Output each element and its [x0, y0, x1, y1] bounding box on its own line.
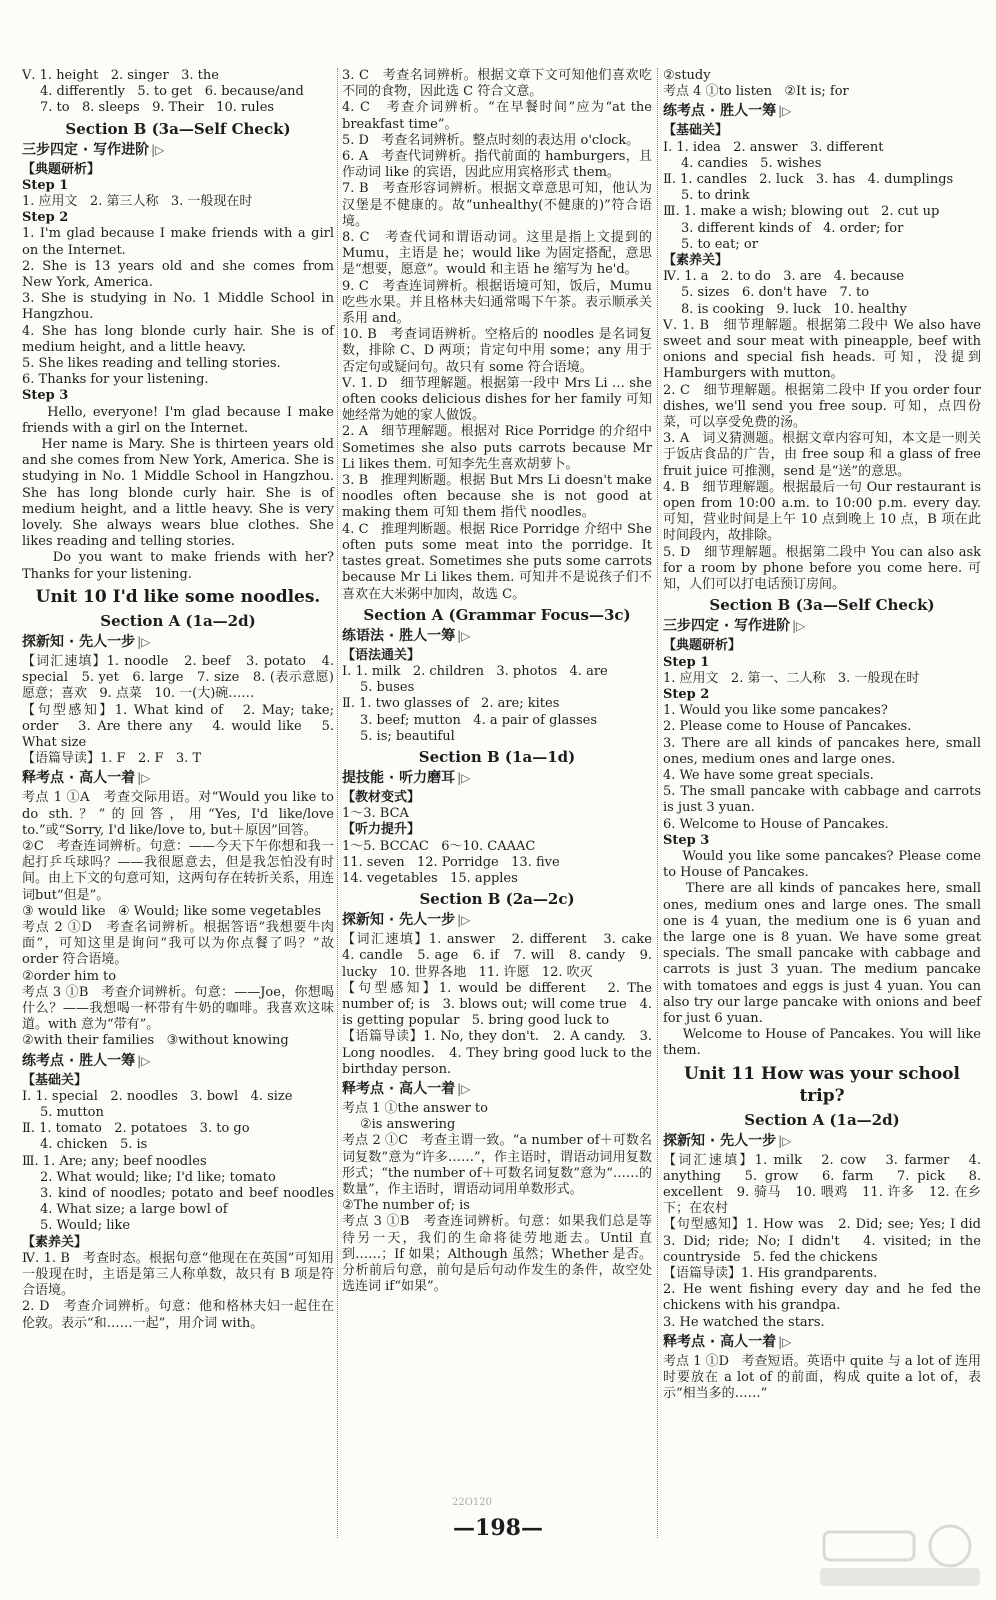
text-line: Ⅱ. 1. two glasses of 2. are; kites [342, 696, 560, 712]
text-line: Ⅳ. 1. a 2. to do 3. are 4. because [663, 269, 905, 285]
arrow-icon: |▷ [778, 1334, 792, 1349]
section-banner [342, 911, 652, 930]
section-banner [22, 141, 334, 160]
section-heading: Section A (Grammar Focus—3c) [363, 605, 631, 624]
text-line: 考点 2 ①C 考查主谓一致。“a number of＋可数名词复数”意为“许多……”，作主语时，谓语动词用复数形式；“the number of＋可数名词复数”意为“……的数量”，作主语时，谓语动词用单数形式。 [342, 1133, 652, 1197]
banner-label: 三步四定 · 写作进阶 [663, 618, 791, 635]
text-line: Ⅴ. 1. B 细节理解题。根据第二段中 We also have sweet and sour meat with pineapple, beef with onions and special fish heads. 可知，没提到 Hamburgers with mutton。 [663, 317, 986, 382]
text-line: 3. He watched the stars. [663, 1314, 825, 1330]
text-line: 11. seven 12. Porridge 13. five [342, 854, 560, 870]
section-heading: Section B (3a—Self Check) [709, 596, 935, 615]
text-line: Ⅲ. 1. make a wish; blowing out 2. cut up [663, 204, 940, 220]
text-line: 4. B 细节理解题。根据最后一句 Our restaurant is open from 10:00 a.m. to 10:00 p.m. every day. 可知，营业时间是上午 10 点到晚上 10 点，B 项在此时间段内，故排除。 [663, 479, 986, 544]
arrow-icon: |▷ [151, 142, 165, 157]
banner-label: 探新知 · 先人一步 [22, 633, 136, 650]
print-code: 22O120 [452, 1497, 493, 1508]
arrow-icon: |▷ [792, 619, 806, 634]
section-heading: Section A (1a—2d) [744, 1110, 900, 1129]
text-line: 14. vegetables 15. apples [342, 870, 518, 886]
text-line: 【基础关】 [663, 123, 729, 139]
text-line: 考点 2 ①D 考查名词辨析。根据答语“我想要牛肉面”，可知这里是询问“我可以为你点餐了吗？”故 order 符合语境。 [22, 919, 339, 968]
section-banner [342, 627, 652, 646]
text-line: 考点 1 ①the answer to [342, 1100, 488, 1116]
text-line: 【词汇速填】1. milk 2. cow 3. farmer 4. anything 5. grow 6. farm 7. pick 8. excellent 9. 骑马 10. 喂鸡 11. 许多 12. 在乡下；在农村 [663, 1152, 986, 1217]
section-heading: Section B (2a—2c) [419, 890, 575, 909]
section-heading: Section B (1a—1d) [418, 747, 576, 766]
text-line: Ⅱ. 1. tomato 2. potatoes 3. to go [22, 1121, 250, 1137]
text-line: Would you like some pancakes? Please come to House of Pancakes. [663, 848, 986, 881]
text-line: 3. beef; mutton 4. a pair of glasses [360, 712, 598, 728]
text-line: Step 1 [22, 177, 69, 193]
text-line: 考点 1 ①D 考查短语。英语中 quite 与 a lot of 连用时要放在 a lot of 的前面，构成 quite a lot of，表示“相当多的……” [663, 1353, 981, 1402]
text-line: ②The number of; is [342, 1198, 470, 1214]
text-line: Step 3 [22, 388, 69, 404]
section-banner [22, 1052, 334, 1071]
text-line: ③ would like ④ Would; like some vegetables [22, 903, 322, 919]
text-line: 5. The small pancake with cabbage and carrots is just 3 yuan. [663, 784, 986, 816]
text-line: 【素养关】 [663, 253, 729, 269]
text-line: 10. B 考查词语辨析。空格后的 noodles 是名词复数，排除 C、D 两项；肯定句中用 some；any 用于否定句或疑问句。故只有 some 符合语境。 [342, 327, 652, 375]
text-line: 【句型感知】1. What kind of 2. May; take; order 3. Are there any 4. would like 5. What size [22, 702, 339, 750]
text-line: There are all kinds of pancakes here, small ones, medium ones and large ones. The small one is 4 yuan, the medium one is 6 yuan and the large one is 8 yuan. We have some great specials. The small pancake with cabbage and carrots is just 3 yuan. The medium pancake with tomatoes and eggs is just 4 yuan. You can also try our large pancake with onions and beef for just 6 yuan. [663, 881, 986, 1026]
text-line: 5. to drink [681, 188, 750, 204]
text-line: 3. B 推理判断题。根据 But Mrs Li doesn't make noodles often because she is not good at making them 可知 them 指代 noodles。 [342, 473, 657, 521]
text-line: 2. What would; like; I'd like; tomato [40, 1169, 276, 1185]
text-line: 1. 应用文 2. 第三人称 3. 一般现在时 [22, 194, 253, 210]
banner-label: 释考点 · 高人一着 [663, 1333, 777, 1350]
text-line: 5. Would; like [40, 1218, 131, 1234]
section-banner [22, 769, 334, 788]
text-line: 【词汇速填】1. noodle 2. beef 3. potato 4. special 5. yet 6. large 7. size 8. (表示意愿)愿意；喜欢 9. 点菜 10. 一(大)碗…… [22, 653, 339, 702]
banner-label: 练考点 · 胜人一筹 [663, 103, 777, 120]
text-line: 2. He went fishing every day and he fed the chickens with his grandpa. [663, 1282, 986, 1314]
text-line: Step 2 [663, 686, 710, 702]
text-line: Ⅴ. 1. D 细节理解题。根据第一段中 Mrs Li … she often cooks delicious dishes for her family 可知她经常为她的家人做饭。 [342, 375, 657, 424]
unit-heading: Unit 11 How was your school trip? [684, 1063, 960, 1106]
text-line: Step 3 [663, 832, 710, 848]
banner-label: 三步四定 · 写作进阶 [22, 141, 150, 158]
text-line: ②is answering [360, 1117, 456, 1133]
text-line: 7. B 考查形容词辨析。根据文章意思可知，他认为汉堡是不健康的。故“unhealthy(不健康的)”符合语境。 [342, 181, 652, 229]
text-line: 2. She is 13 years old and she comes from New York, America. [22, 258, 339, 291]
section-banner [663, 617, 981, 636]
text-line: 2. Please come to House of Pancakes. [663, 719, 912, 735]
text-line: 1. I'm glad because I make friends with a girl on the Internet. [22, 226, 339, 258]
text-line: 5. D 细节理解题。根据第二段中 You can also ask for a room by phone before you come here. 可知，人们可以打电话预订房间。 [663, 544, 986, 593]
text-line: Hello, everyone! I'm glad because I make friends with a girl on the Internet. [22, 404, 339, 436]
arrow-icon: |▷ [137, 1053, 151, 1068]
page-number: —198— [453, 1515, 543, 1541]
text-line: 4. We have some great specials. [663, 767, 874, 783]
text-line: 【听力提升】 [342, 822, 421, 838]
text-line: 9. C 考查连词辨析。根据语境可知，饭后，Mumu 吃些水果。并且格林夫妇通常喝下午茶。表示顺承关系用 and。 [342, 278, 657, 327]
text-line: Ⅲ. 1. Are; any; beef noodles [22, 1153, 207, 1169]
text-line: 【语法通关】 [342, 647, 421, 663]
text-line: 3. different kinds of 4. order; for [681, 220, 904, 236]
arrow-icon: |▷ [137, 634, 151, 649]
text-line: ②with their families ③without knowing [22, 1033, 289, 1049]
text-line: 7. to 8. sleeps 9. Their 10. rules [40, 100, 275, 116]
text-line: 考点 3 ①B 考查连词辨析。句意：如果我们总是等待另一天，我们的生命将徒劳地逝去。Until 直到……；If 如果；Although 虽然；Whether 是否。分析前后句意，前句是后句动作发生的条件，故空处选连词 if“如果”。 [342, 1214, 652, 1295]
text-line: 【典题研析】 [22, 161, 101, 177]
text-line: 2. A 细节理解题。根据对 Rice Porridge 的介绍中 Sometimes she also puts carrots because Mr Li likes them. 可知李先生喜欢胡萝卜。 [342, 424, 657, 472]
column-right [663, 68, 994, 1402]
text-line: 6. Welcome to House of Pancakes. [663, 816, 889, 832]
banner-label: 练考点 · 胜人一筹 [22, 1052, 136, 1069]
text-line: 2. C 细节理解题。根据第二段中 If you order four dishes, we'll send you free soup. 可知，点四份菜，可以享受免费的汤。 [663, 382, 986, 431]
text-line: 【语篇导读】1. No, they don't. 2. A candy. 3. Long noodles. 4. They bring good luck to the birthday person. [342, 1029, 657, 1077]
arrow-icon: |▷ [457, 628, 471, 643]
banner-label: 释考点 · 高人一着 [342, 1080, 456, 1097]
column-left [22, 68, 347, 1332]
text-line: 【句型感知】1. would be different 2. The number of; is 3. blows out; will come true 4. is getting popular 5. bring good luck to [342, 980, 657, 1029]
text-line: ②C 考查连词辨析。句意：——今天下午你想和我一起打乒乓球吗？——我很愿意去，但是我怎怕没有时间。由上下文的句意可知，这两句存在转折关系，用连词but“但是”。 [22, 838, 335, 903]
text-line: 5. mutton [40, 1104, 104, 1120]
text-line: 1. Would you like some pancakes? [663, 703, 888, 719]
arrow-icon: |▷ [137, 771, 151, 786]
arrow-icon: |▷ [778, 104, 792, 119]
text-line: 考点 3 ①B 考查介词辨析。句意：——Joe，你想喝什么？——我想喝一杯带有牛奶的咖啡。我喜欢这味道。with 意为“带有”。 [22, 984, 334, 1033]
text-line: 1～5. BCCAC 6～10. CAAAC [342, 838, 536, 854]
banner-label: 练语法 · 胜人一筹 [342, 627, 456, 644]
text-line: 6. A 考查代词辨析。指代前面的 hamburgers，且作动词 like 的宾语，因此应用宾格形式 them。 [342, 149, 652, 181]
text-line: 5. to eat; or [681, 236, 758, 252]
text-line: Ⅰ. 1. special 2. noodles 3. bowl 4. size [22, 1088, 293, 1104]
text-line: 【语篇导读】1. His grandparents. [663, 1266, 878, 1281]
text-line: 4. C 推理判断题。根据 Rice Porridge 介绍中 She often puts some meat into the porridge. It tastes great. Sometimes she puts some carrots because Mr Li likes them. 可知并不是说孩子们不喜欢在大米粥中加肉，故选 C。 [342, 521, 657, 602]
banner-label: 提技能 · 听力磨耳 [342, 769, 456, 786]
text-line: Ⅰ. 1. idea 2. answer 3. different [663, 139, 884, 155]
text-line: 1. 应用文 2. 第一、二人称 3. 一般现在时 [663, 670, 920, 686]
section-heading: Section B (3a—Self Check) [65, 119, 291, 138]
text-line: Do you want to make friends with her? Thanks for your listening. [22, 550, 339, 582]
text-line: ②order him to [22, 968, 117, 984]
text-line: 【典题研析】 [663, 638, 742, 654]
text-line: 1～3. BCA [342, 806, 409, 822]
arrow-icon: |▷ [457, 770, 471, 785]
arrow-icon: |▷ [778, 1133, 792, 1148]
text-line: Ⅱ. 1. candles 2. luck 3. has 4. dumplings [663, 172, 954, 188]
text-line: 4. chicken 5. is [40, 1137, 148, 1153]
text-line: 8. C 考查代词和谓语动词。这里是指上文提到的 Mumu，主语是 he；would like 为固定搭配，意思是“想要，愿意”。would 和主语 he 缩写为 he'd。 [342, 230, 657, 278]
text-line: 考点 1 ①A 考查交际用语。对“Would you like to do sth.？”的回答，用“Yes, I'd like/love to.”或“Sorry, I'd like/love to, but＋原因”回答。 [22, 790, 339, 838]
text-line: 3. kind of noodles; potato and beef noodles 4. What size; a large bowl of [40, 1185, 347, 1218]
text-line: 【基础关】 [22, 1072, 88, 1088]
text-line: 3. There are all kinds of pancakes here, small ones, medium ones and large ones. [663, 735, 986, 767]
text-line: 5. buses [360, 680, 415, 696]
section-banner [663, 1132, 981, 1151]
text-line: 6. Thanks for your listening. [22, 372, 209, 388]
section-banner [22, 633, 334, 652]
text-line: 【词汇速填】1. answer 2. different 3. cake 4. candle 5. age 6. if 7. will 8. candy 9. lucky 10. 世界各地 11. 许愿 12. 吹灭 [342, 932, 665, 980]
text-line: ②study [663, 68, 711, 83]
arrow-icon: |▷ [457, 1081, 471, 1096]
banner-label: 探新知 · 先人一步 [663, 1132, 777, 1149]
arrow-icon: |▷ [457, 913, 471, 928]
text-line: 考点 4 ①to listen ②It is; for [663, 84, 849, 100]
text-line: 2. D 考查介词辨析。句意：他和格林夫妇一起住在伦敦。表示“和……一起”，用介词 with。 [22, 1299, 334, 1331]
banner-label: 释考点 · 高人一着 [22, 770, 136, 787]
text-line: Ⅴ. 1. height 2. singer 3. the [22, 68, 219, 83]
unit-heading: Unit 10 I'd like some noodles. [35, 586, 321, 607]
text-line: 5. D 考查名词辨析。整点时刻的表达用 o'clock。 [342, 132, 640, 148]
text-line: Her name is Mary. She is thirteen years old and she comes from New York, America. She is studying in No. 1 Middle School in Hangzhou. She has long blonde curly hair. She is of medium height, and a little heavy. She is very lovely. She always wears blue clothes. She likes reading and telling stories. [22, 437, 339, 550]
text-line: 3. She is studying in No. 1 Middle School in Hangzhou. [22, 291, 339, 323]
text-line: Ⅰ. 1. milk 2. children 3. photos 4. are [342, 663, 608, 679]
text-line: 【句型感知】1. How was 2. Did; see; Yes; I did 3. Did; ride; No; I didn't 4. visited; in the countryside 5. fed the chickens [663, 1217, 994, 1265]
text-line: 5. sizes 6. don't have 7. to [681, 285, 870, 301]
text-line: 【语篇导读】1. F 2. F 3. T [22, 751, 202, 767]
text-line: 4. She has long blonde curly hair. She is of medium height, and a little heavy. [22, 323, 339, 355]
text-line: 4. candies 5. wishes [681, 155, 822, 171]
text-line: 5. is; beautiful [360, 728, 455, 744]
text-line: 【素养关】 [22, 1234, 88, 1250]
section-banner [342, 769, 652, 788]
column-middle [342, 68, 665, 1295]
section-banner [342, 1080, 652, 1099]
banner-label: 探新知 · 先人一步 [342, 912, 456, 929]
text-line: 3. A 词义猜测题。根据文章内容可知，本文是一则关于饭店食品的广告，由 free soup 和 a glass of free fruit juice 可推测，send 是“送”的意思。 [663, 431, 986, 479]
section-banner [663, 102, 981, 121]
section-heading: Section A (1a—2d) [100, 611, 256, 630]
text-line: Step 2 [22, 210, 69, 226]
section-banner [663, 1333, 981, 1352]
text-line: 4. differently 5. to get 6. because/and [40, 84, 304, 100]
watermark-logo [810, 1520, 986, 1592]
text-line: 8. is cooking 9. luck 10. healthy [681, 301, 907, 317]
text-line: 5. She likes reading and telling stories. [22, 356, 281, 372]
text-line: 【教材变式】 [342, 789, 421, 805]
column-divider [657, 68, 659, 1538]
text-line: 4. C 考查介词辨析。“在早餐时间”应为“at the breakfast time”。 [342, 100, 657, 132]
text-line: Step 1 [663, 654, 710, 670]
text-line: 3. C 考查名词辨析。根据文章下文可知他们喜欢吃不同的食物，因此选 C 符合文意。 [342, 68, 652, 100]
text-line: Welcome to House of Pancakes. You will like them. [663, 1027, 986, 1059]
text-line: Ⅳ. 1. B 考查时态。根据句意“他现在在英国”可知用一般现在时，主语是第三人称单数，故只有 B 项是符合语境。 [22, 1250, 334, 1299]
